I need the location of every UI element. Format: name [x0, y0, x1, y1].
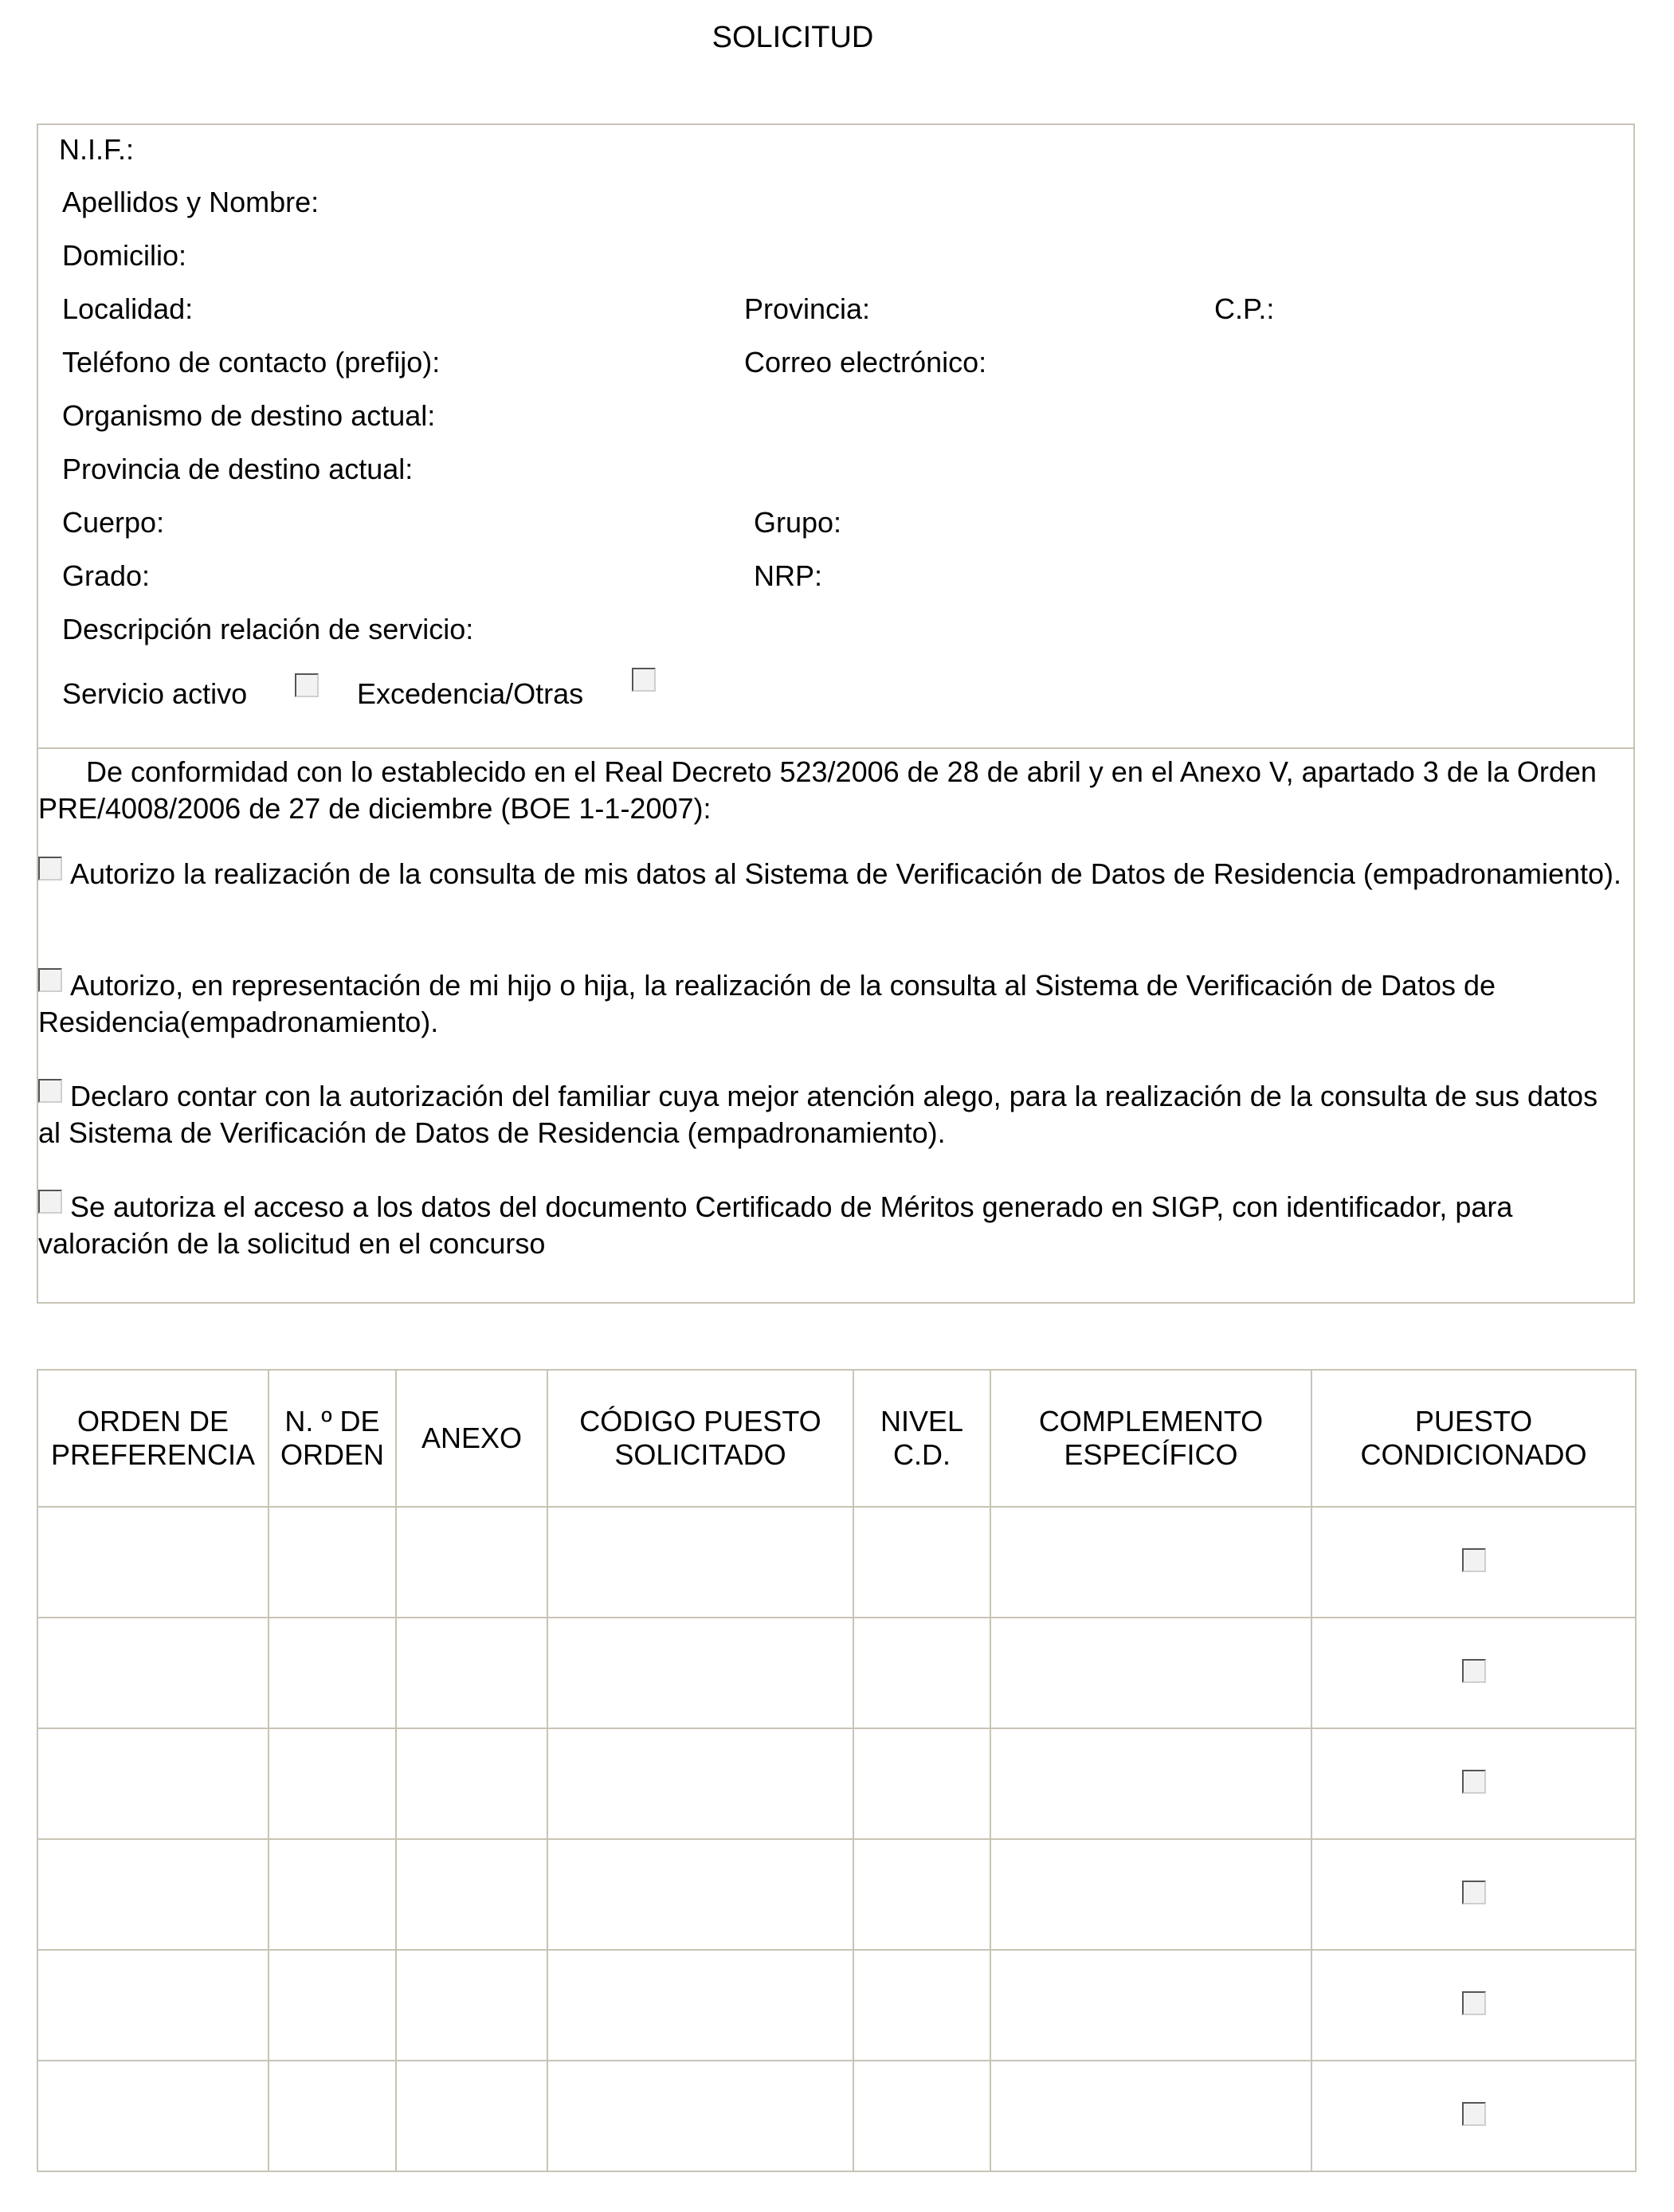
- table-cell[interactable]: [853, 1618, 990, 1728]
- header-puesto-condicionado-l1: PUESTO: [1414, 1405, 1533, 1437]
- header-codigo-puesto-l2: SOLICITADO: [614, 1438, 786, 1471]
- puesto-condicionado-cell: [1311, 1950, 1636, 2061]
- consent-intro: [38, 754, 1624, 827]
- header-anexo: [396, 1370, 547, 1507]
- header-complemento-l1: COMPLEMENTO: [1038, 1405, 1264, 1437]
- table-row: [37, 1728, 1636, 1839]
- consent-item-1: [38, 856, 1624, 892]
- table-cell[interactable]: [547, 1950, 853, 2061]
- header-puesto-condicionado-l2: CONDICIONADO: [1360, 1438, 1587, 1471]
- puesto-condicionado-cell: [1311, 1839, 1636, 1950]
- header-codigo-puesto: [547, 1370, 853, 1507]
- consent-item-3-text: Declaro contar con la autorización del familiar cuya mejor atención alego, para la realización de la consulta de sus datos al Sistema de Verificación de Datos de Residencia (empadronamiento).: [38, 1080, 1598, 1149]
- table-cell[interactable]: [269, 1618, 396, 1728]
- header-complemento-l2: ESPECÍFICO: [1064, 1438, 1238, 1471]
- servicio-activo-checkbox[interactable]: [295, 673, 319, 697]
- table-cell[interactable]: [37, 1950, 269, 2061]
- consent-item-1-text: Autorizo la realización de la consulta de mis datos al Sistema de Verificación de Datos de Residencia (empadronamiento).: [70, 857, 1622, 890]
- table-row: [37, 1950, 1636, 2061]
- table-cell[interactable]: [547, 1839, 853, 1950]
- puesto-condicionado-checkbox[interactable]: [1462, 1548, 1486, 1572]
- puesto-condicionado-cell: [1311, 1728, 1636, 1839]
- header-numero-orden-l1: N. º DE: [284, 1405, 380, 1437]
- grado-label: Grado:: [62, 559, 151, 592]
- header-numero-orden-l2: ORDEN: [280, 1438, 384, 1471]
- provincia-label: Provincia:: [744, 292, 871, 325]
- table-cell[interactable]: [269, 2061, 396, 2171]
- table-cell[interactable]: [396, 2061, 547, 2171]
- table-cell[interactable]: [396, 1950, 547, 2061]
- table-cell[interactable]: [853, 1507, 990, 1618]
- table-cell[interactable]: [990, 2061, 1311, 2171]
- table-cell[interactable]: [269, 1728, 396, 1839]
- grupo-label: Grupo:: [754, 506, 842, 539]
- table-cell[interactable]: [37, 1839, 269, 1950]
- puesto-condicionado-cell: [1311, 1618, 1636, 1728]
- table-cell[interactable]: [396, 1839, 547, 1950]
- table-cell[interactable]: [990, 1618, 1311, 1728]
- consent-item-4-text: Se autoriza el acceso a los datos del documento Certificado de Méritos generado en SIGP, con identificador, para valoración de la solicitud en el concurso: [38, 1190, 1513, 1260]
- puesto-condicionado-checkbox[interactable]: [1462, 1659, 1486, 1683]
- table-cell[interactable]: [37, 1728, 269, 1839]
- header-nivel-l1: NIVEL: [880, 1405, 964, 1437]
- table-cell[interactable]: [269, 1507, 396, 1618]
- puesto-condicionado-checkbox[interactable]: [1462, 1991, 1486, 2015]
- header-numero-orden: [269, 1370, 396, 1507]
- table-cell[interactable]: [853, 1728, 990, 1839]
- puesto-condicionado-checkbox[interactable]: [1462, 1770, 1486, 1794]
- header-orden-preferencia-l2: PREFERENCIA: [50, 1438, 256, 1471]
- puesto-condicionado-cell: [1311, 1507, 1636, 1618]
- table-cell[interactable]: [547, 1618, 853, 1728]
- organismo-label: Organismo de destino actual:: [62, 399, 436, 432]
- correo-label: Correo electrónico:: [744, 346, 987, 378]
- servicio-activo-label: Servicio activo: [62, 677, 248, 710]
- consent-item-3: [38, 1078, 1624, 1151]
- table-header-row: [37, 1370, 1636, 1507]
- puesto-condicionado-checkbox[interactable]: [1462, 1881, 1486, 1904]
- apellidos-label: Apellidos y Nombre:: [62, 186, 320, 218]
- table-cell[interactable]: [990, 1728, 1311, 1839]
- puesto-condicionado-checkbox[interactable]: [1462, 2102, 1486, 2126]
- table-cell[interactable]: [396, 1618, 547, 1728]
- nif-label: N.I.F.:: [59, 133, 135, 166]
- table-row: [37, 1839, 1636, 1950]
- table-cell[interactable]: [853, 2061, 990, 2171]
- page-title: SOLICITUD: [712, 21, 874, 54]
- consent-checkbox-1[interactable]: [38, 857, 62, 880]
- cuerpo-label: Cuerpo:: [62, 506, 165, 539]
- consent-checkbox-2[interactable]: [38, 968, 62, 992]
- header-orden-preferencia: [37, 1370, 269, 1507]
- excedencia-label: Excedencia/Otras: [357, 677, 584, 710]
- header-orden-preferencia-l1: ORDEN DE: [76, 1405, 229, 1437]
- puesto-condicionado-cell: [1311, 2061, 1636, 2171]
- table-cell[interactable]: [37, 1618, 269, 1728]
- consent-intro-text: De conformidad con lo establecido en el Real Decreto 523/2006 de 28 de abril y en el Anexo V, apartado 3 de la Orden PRE/4008/2006 de 27 de diciembre (BOE 1-1-2007):: [38, 755, 1597, 825]
- table-cell[interactable]: [990, 1507, 1311, 1618]
- consent-item-2: [38, 967, 1624, 1041]
- table-cell[interactable]: [853, 1950, 990, 2061]
- header-complemento: [990, 1370, 1311, 1507]
- cp-label: C.P.:: [1214, 292, 1275, 325]
- table-cell[interactable]: [547, 2061, 853, 2171]
- nrp-label: NRP:: [754, 559, 823, 592]
- table-row: [37, 1618, 1636, 1728]
- table-row: [37, 2061, 1636, 2171]
- consent-checkbox-3[interactable]: [38, 1079, 62, 1103]
- table-cell[interactable]: [547, 1507, 853, 1618]
- table-cell[interactable]: [269, 1950, 396, 2061]
- table-cell[interactable]: [990, 1839, 1311, 1950]
- table-cell[interactable]: [396, 1728, 547, 1839]
- table-cell[interactable]: [853, 1839, 990, 1950]
- table-cell[interactable]: [37, 2061, 269, 2171]
- provincia-destino-label: Provincia de destino actual:: [62, 453, 414, 485]
- table-cell[interactable]: [269, 1839, 396, 1950]
- table-cell[interactable]: [396, 1507, 547, 1618]
- positions-table: [37, 1369, 1637, 2172]
- domicilio-label: Domicilio:: [62, 239, 187, 272]
- header-nivel: [853, 1370, 990, 1507]
- header-puesto-condicionado: [1311, 1370, 1636, 1507]
- consent-item-2-text: Autorizo, en representación de mi hijo o hija, la realización de la consulta al Sistema de Verificación de Datos de Residencia(empadronamiento).: [38, 969, 1496, 1038]
- table-cell[interactable]: [37, 1507, 269, 1618]
- consent-checkbox-4[interactable]: [38, 1190, 62, 1214]
- header-anexo-l1: ANEXO: [421, 1422, 523, 1454]
- telefono-label: Teléfono de contacto (prefijo):: [62, 346, 441, 378]
- table-row: [37, 1507, 1636, 1618]
- descripcion-label: Descripción relación de servicio:: [62, 613, 474, 645]
- header-nivel-l2: C.D.: [893, 1438, 951, 1471]
- consent-item-4: [38, 1189, 1624, 1262]
- localidad-label: Localidad:: [62, 292, 194, 325]
- table-cell[interactable]: [547, 1728, 853, 1839]
- table-cell[interactable]: [990, 1950, 1311, 2061]
- header-codigo-puesto-l1: CÓDIGO PUESTO: [579, 1405, 821, 1437]
- excedencia-checkbox[interactable]: [632, 668, 656, 692]
